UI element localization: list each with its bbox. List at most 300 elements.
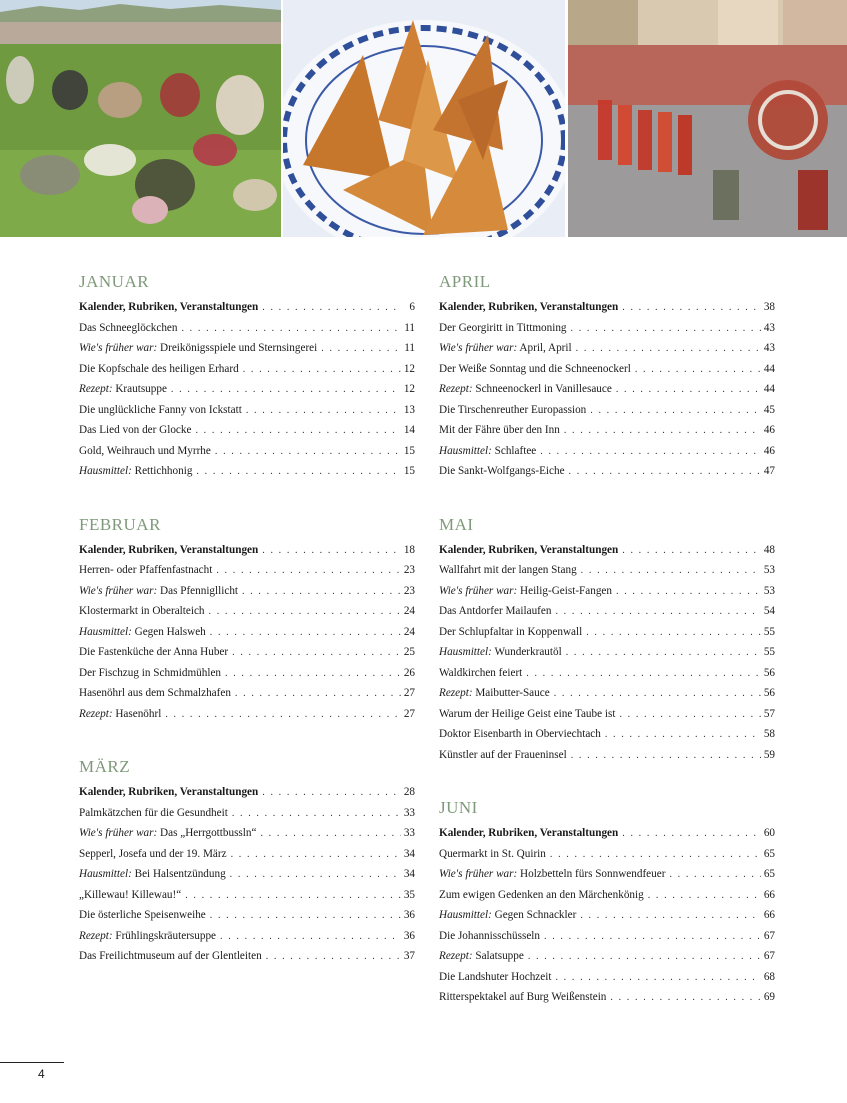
entry-page-number: 12 [403, 362, 415, 375]
entry-title [79, 400, 242, 421]
entry-label: Frühlingskräutersuppe [115, 929, 217, 942]
entry-title [439, 359, 631, 380]
entry-category: Wie's früher war: [79, 827, 158, 839]
entry-page-number: 27 [403, 687, 415, 699]
toc-entry[interactable] [439, 844, 775, 865]
entry-title [439, 642, 562, 663]
leader-dots [230, 865, 401, 886]
photo-strip [0, 0, 847, 237]
toc-entry[interactable] [439, 400, 775, 421]
entry-label: Waldkirchen feiert [439, 666, 523, 679]
toc-entry[interactable] [439, 704, 775, 725]
entry-category: Wie's früher war: [79, 584, 158, 597]
entry-title [79, 844, 227, 865]
leader-dots [266, 947, 401, 968]
toc-entry[interactable] [79, 803, 415, 824]
month-heading: MAI [439, 514, 474, 534]
entry-title [79, 338, 317, 359]
entry-page-number: 36 [403, 929, 415, 942]
entry-title [439, 441, 536, 462]
entry-page-number: 68 [763, 970, 775, 983]
entry-page-number: 28 [403, 786, 415, 798]
entry-label: Die Landshuter Hochzeit [439, 970, 552, 983]
entry-title [439, 724, 601, 745]
entry-label: Bei Halsentzündung [134, 868, 226, 880]
entry-category: Hausmittel: [79, 868, 132, 880]
entry-title [439, 683, 550, 704]
entry-label: Warum der Heilige Geist eine Taube ist [439, 707, 616, 720]
toc-entry[interactable] [439, 724, 775, 745]
leader-dots [555, 602, 761, 623]
entry-label: Die Kopfschale des heiligen Erhard [79, 362, 239, 375]
entry-page-number: 24 [403, 605, 415, 617]
entry-page-number: 36 [403, 909, 415, 921]
entry-title [439, 663, 522, 684]
entry-title [439, 540, 618, 561]
entry-title [79, 540, 258, 561]
entry-title [79, 946, 262, 967]
leader-dots [580, 906, 761, 927]
entry-label: Künstler auf der Fraueninsel [439, 748, 567, 761]
entry-title [79, 704, 161, 725]
toc-entry[interactable] [439, 905, 775, 926]
entry-title [439, 379, 612, 400]
leader-dots [566, 643, 761, 664]
entry-label: Salatsuppe [475, 950, 524, 962]
entry-page-number: 24 [403, 625, 415, 638]
entry-title [439, 400, 586, 421]
entry-page-number: 47 [763, 465, 775, 477]
month-heading: JANUAR [79, 272, 150, 291]
toc-entry[interactable] [439, 745, 775, 766]
entry-label: Wallfahrt mit der langen Stang [439, 564, 577, 576]
toc-entry[interactable] [79, 683, 415, 704]
entry-label: Ritterspektakel auf Burg Weißenstein [439, 991, 607, 1003]
page-number: 4 [38, 1067, 45, 1081]
leader-dots [235, 684, 401, 705]
photo-parade [568, 0, 847, 237]
entry-category: Wie's früher war: [439, 342, 518, 354]
toc-entry[interactable] [439, 926, 775, 947]
entry-label: Kalender, Rubriken, Veranstaltungen [439, 827, 619, 839]
leader-dots [243, 360, 401, 381]
entry-category: Hausmittel: [79, 465, 132, 477]
toc-entry[interactable] [439, 642, 775, 663]
entry-label: Das Freilichtmuseum auf der Glentleiten [79, 950, 262, 962]
entry-label: Sepperl, Josefa und der 19. März [79, 847, 227, 860]
leader-dots [242, 582, 401, 603]
toc-entry[interactable] [79, 461, 415, 482]
leader-dots [576, 339, 761, 360]
leader-dots [171, 380, 401, 401]
toc-entry[interactable] [439, 864, 775, 885]
entry-page-number: 34 [403, 847, 415, 860]
entry-title [79, 441, 211, 462]
entry-page-number: 56 [763, 666, 775, 679]
entry-page-number: 44 [763, 362, 775, 375]
entry-title [79, 359, 239, 380]
leader-dots [181, 319, 401, 340]
entry-label: Der Fischzug in Schmidmühlen [79, 666, 222, 679]
leader-dots [571, 746, 761, 767]
entry-page-number: 23 [403, 564, 415, 576]
entry-page-number: 53 [763, 584, 775, 597]
toc-entry[interactable] [439, 622, 775, 643]
entry-label: Gold, Weihrauch und Myrrhe [79, 444, 211, 457]
entry-label: Kalender, Rubriken, Veranstaltungen [439, 543, 619, 556]
entry-page-number: 43 [763, 321, 775, 334]
entry-label: Schneenockerl in Vanillesauce [475, 383, 612, 395]
leader-dots [555, 968, 761, 989]
entry-title [79, 864, 226, 885]
entry-title [439, 461, 565, 482]
entry-page-number: 13 [403, 403, 415, 416]
entry-label: Gegen Schnackler [494, 909, 577, 921]
toc-entry[interactable] [439, 946, 775, 967]
entry-label: Der Georgiritt in Tittmoning [439, 321, 567, 334]
entry-category: Wie's früher war: [439, 584, 518, 597]
entry-label: Quermarkt in St. Quirin [439, 847, 546, 860]
entry-label: Die Tirschenreuther Europassion [439, 403, 587, 416]
entry-page-number: 15 [403, 444, 415, 457]
entry-category: Hausmittel: [439, 646, 492, 658]
entry-title [79, 823, 256, 844]
leader-dots [619, 705, 761, 726]
entry-title [79, 318, 177, 339]
entry-page-number: 69 [763, 991, 775, 1003]
entry-page-number: 56 [763, 687, 775, 699]
toc-entry[interactable] [79, 622, 415, 643]
leader-dots [550, 845, 761, 866]
entry-label: Kalender, Rubriken, Veranstaltungen [79, 301, 259, 313]
toc-entry[interactable] [79, 420, 415, 441]
entry-label: Gegen Halsweh [134, 625, 206, 638]
entry-category: Rezept: [439, 950, 473, 962]
entry-title [439, 967, 551, 988]
toc-entry[interactable] [439, 359, 775, 380]
leader-dots [571, 319, 761, 340]
toc-section-mai [439, 515, 775, 766]
entry-category: Hausmittel: [79, 625, 132, 638]
toc-entry[interactable] [79, 297, 415, 318]
entry-title [79, 803, 228, 824]
leader-dots [260, 824, 401, 845]
leader-dots [669, 865, 761, 886]
entry-label: Das „Herrgottbussln“ [160, 827, 257, 839]
entry-page-number: 34 [403, 868, 415, 880]
entry-title [79, 663, 221, 684]
leader-dots [544, 927, 761, 948]
toc-entry[interactable] [79, 844, 415, 865]
entry-page-number: 35 [403, 888, 415, 901]
entry-page-number: 14 [403, 424, 415, 436]
entry-label: Rettichhonig [134, 465, 193, 477]
entry-page-number: 33 [403, 806, 415, 819]
toc-entry[interactable] [79, 823, 415, 844]
leader-dots [225, 664, 401, 685]
entry-page-number: 45 [763, 403, 775, 416]
entry-title [79, 581, 238, 602]
entry-label: Kalender, Rubriken, Veranstaltungen [439, 301, 619, 313]
page-number-rule [0, 1062, 64, 1063]
entry-title [79, 683, 231, 704]
toc-section-februar [79, 515, 415, 725]
entry-page-number: 66 [763, 888, 775, 901]
entry-page-number: 6 [409, 301, 415, 313]
leader-dots [648, 886, 761, 907]
toc-entry[interactable] [79, 642, 415, 663]
entry-title [439, 601, 551, 622]
entry-title [439, 704, 615, 725]
entry-label: Dreikönigsspiele und Sternsingerei [160, 342, 318, 354]
entry-label: Das Antdorfer Mailaufen [439, 605, 552, 617]
leader-dots [196, 462, 401, 483]
leader-dots [564, 421, 761, 442]
toc-entry[interactable] [79, 338, 415, 359]
entry-page-number: 11 [404, 342, 415, 354]
entry-title [439, 745, 567, 766]
entry-label: Hasenöhrl aus dem Schmalzhafen [79, 687, 231, 699]
leader-dots [635, 360, 761, 381]
entry-title [439, 297, 618, 318]
entry-label: Der Schlupfaltar in Koppenwall [439, 625, 583, 638]
leader-dots [215, 442, 401, 463]
leader-dots [554, 684, 761, 705]
leader-dots [195, 421, 401, 442]
entry-title [439, 338, 572, 359]
toc-section-april [439, 272, 775, 482]
leader-dots [622, 824, 761, 845]
toc-entry[interactable] [439, 441, 775, 462]
entry-title [79, 905, 206, 926]
toc-entry[interactable] [439, 581, 775, 602]
toc-right-column [439, 272, 775, 1008]
leader-dots [526, 664, 761, 685]
entry-title [439, 581, 612, 602]
entry-page-number: 67 [763, 950, 775, 962]
toc-entry[interactable] [439, 967, 775, 988]
entry-page-number: 55 [763, 646, 775, 658]
entry-label: Wunderkrautöl [494, 646, 562, 658]
entry-page-number: 48 [763, 543, 775, 556]
toc-entry[interactable] [79, 663, 415, 684]
entry-title [79, 560, 212, 581]
toc-entry[interactable] [439, 885, 775, 906]
entry-page-number: 53 [763, 564, 775, 576]
toc-section-juni [439, 798, 775, 1008]
leader-dots [569, 462, 761, 483]
entry-label: Die unglückliche Fanny von Ickstatt [79, 403, 242, 416]
entry-category: Rezept: [79, 929, 113, 942]
entry-title [79, 622, 206, 643]
leader-dots [231, 845, 401, 866]
toc-entry[interactable] [439, 338, 775, 359]
photo-fried-pastry [283, 0, 565, 237]
toc-entry[interactable] [79, 946, 415, 967]
toc-entry[interactable] [439, 318, 775, 339]
entry-label: Zum ewigen Gedenken an den Märchenkönig [439, 888, 644, 901]
toc-entry[interactable] [439, 683, 775, 704]
toc-entry[interactable] [439, 379, 775, 400]
leader-dots [622, 541, 761, 562]
entry-label: Klostermarkt in Oberalteich [79, 605, 205, 617]
leader-dots [590, 401, 761, 422]
entry-page-number: 65 [763, 847, 775, 860]
entry-title [79, 461, 192, 482]
entry-label: Das Lied von der Glocke [79, 424, 192, 436]
toc-left-column [79, 272, 415, 967]
entry-title [439, 560, 577, 581]
entry-page-number: 46 [763, 444, 775, 457]
entry-page-number: 46 [763, 424, 775, 436]
leader-dots [605, 725, 761, 746]
toc-entry[interactable] [439, 663, 775, 684]
entry-label: Die Johannisschüsseln [439, 929, 540, 942]
entry-label: Holzbetteln fürs Sonnwendfeuer [520, 868, 666, 880]
month-heading: APRIL [439, 272, 491, 291]
entry-page-number: 11 [404, 321, 415, 334]
entry-title [439, 420, 560, 441]
leader-dots [232, 643, 401, 664]
entry-category: Wie's früher war: [439, 868, 518, 880]
leader-dots [210, 623, 401, 644]
entry-label: April, April [519, 342, 572, 354]
entry-title [439, 823, 618, 844]
entry-label: Die Sankt-Wolfgangs-Eiche [439, 465, 565, 477]
toc-entry[interactable] [79, 441, 415, 462]
entry-title [439, 844, 546, 865]
month-heading: JUNI [439, 798, 478, 817]
entry-page-number: 66 [763, 909, 775, 921]
entry-title [79, 926, 216, 947]
entry-title [439, 926, 540, 947]
entry-page-number: 44 [763, 383, 775, 395]
leader-dots [586, 623, 761, 644]
leader-dots [540, 442, 761, 463]
toc-entry[interactable] [439, 987, 775, 1008]
toc-entry[interactable] [79, 704, 415, 725]
toc-entry[interactable] [79, 540, 415, 561]
entry-label: Das Schneeglöckchen [79, 321, 178, 334]
entry-page-number: 15 [403, 465, 415, 477]
entry-title [79, 297, 258, 318]
entry-page-number: 58 [763, 728, 775, 740]
toc-entry[interactable] [79, 581, 415, 602]
entry-page-number: 59 [763, 748, 775, 761]
leader-dots [262, 298, 401, 319]
toc-entry[interactable] [79, 400, 415, 421]
leader-dots [185, 886, 401, 907]
entry-title [79, 885, 181, 906]
entry-category: Wie's früher war: [79, 342, 158, 354]
toc-entry[interactable] [439, 420, 775, 441]
entry-page-number: 38 [763, 301, 775, 313]
leader-dots [581, 561, 761, 582]
entry-page-number: 60 [763, 827, 775, 839]
entry-page-number: 67 [763, 929, 775, 942]
entry-page-number: 18 [403, 543, 415, 556]
entry-title [439, 864, 665, 885]
entry-label: Kalender, Rubriken, Veranstaltungen [79, 543, 259, 556]
leader-dots [262, 541, 401, 562]
entry-label: Krautsuppe [115, 383, 167, 395]
entry-label: Der Weiße Sonntag und die Schneenockerl [439, 362, 631, 375]
toc-entry[interactable] [439, 540, 775, 561]
entry-label: Herren- oder Pfaffenfastnacht [79, 564, 213, 576]
toc-entry[interactable] [79, 318, 415, 339]
entry-title [79, 782, 258, 803]
entry-title [79, 642, 228, 663]
leader-dots [232, 804, 401, 825]
toc-entry[interactable] [439, 823, 775, 844]
toc-entry[interactable] [79, 905, 415, 926]
entry-page-number: 55 [763, 625, 775, 638]
toc-entry[interactable] [79, 782, 415, 803]
month-heading: MÄRZ [79, 757, 131, 776]
entry-label: Maibutter-Sauce [475, 687, 550, 699]
entry-title [439, 946, 524, 967]
entry-label: Das Pfennigllicht [160, 584, 239, 597]
leader-dots [321, 339, 401, 360]
toc-entry[interactable] [79, 560, 415, 581]
entry-label: Hasenöhrl [115, 707, 162, 720]
leader-dots [210, 906, 401, 927]
toc-entry[interactable] [79, 379, 415, 400]
photo-folk-festival [0, 0, 281, 237]
leader-dots [220, 927, 401, 948]
entry-label: Mit der Fähre über den Inn [439, 424, 560, 436]
entry-title [79, 420, 191, 441]
entry-label: Heilig-Geist-Fangen [520, 584, 612, 597]
toc-section-januar [79, 272, 415, 482]
entry-category: Hausmittel: [439, 444, 492, 457]
entry-label: Schlaftee [494, 444, 537, 457]
entry-title [79, 379, 167, 400]
toc-entry[interactable] [79, 885, 415, 906]
entry-label: „Killewau! Killewau!“ [79, 888, 182, 901]
toc-entry[interactable] [79, 601, 415, 622]
entry-title [79, 601, 205, 622]
toc-entry[interactable] [439, 297, 775, 318]
leader-dots [216, 561, 401, 582]
toc-entry[interactable] [439, 601, 775, 622]
leader-dots [262, 783, 401, 804]
entry-page-number: 23 [403, 584, 415, 597]
leader-dots [165, 705, 401, 726]
leader-dots [528, 947, 761, 968]
entry-label: Doktor Eisenbarth in Oberviechtach [439, 728, 601, 740]
leader-dots [246, 401, 401, 422]
leader-dots [616, 582, 761, 603]
toc-entry[interactable] [79, 359, 415, 380]
entry-label: Die österliche Speisenweihe [79, 909, 206, 921]
entry-title [439, 987, 606, 1008]
toc-entry[interactable] [439, 461, 775, 482]
entry-label: Die Fastenküche der Anna Huber [79, 646, 229, 658]
toc-section-märz [79, 757, 415, 967]
entry-label: Kalender, Rubriken, Veranstaltungen [79, 786, 259, 798]
entry-category: Rezept: [439, 383, 473, 395]
toc-entry[interactable] [79, 926, 415, 947]
entry-page-number: 54 [763, 605, 775, 617]
entry-page-number: 43 [763, 342, 775, 354]
entry-title [439, 318, 567, 339]
leader-dots [616, 380, 761, 401]
entry-page-number: 65 [763, 868, 775, 880]
toc-entry[interactable] [439, 560, 775, 581]
toc-entry[interactable] [79, 864, 415, 885]
entry-title [439, 622, 582, 643]
